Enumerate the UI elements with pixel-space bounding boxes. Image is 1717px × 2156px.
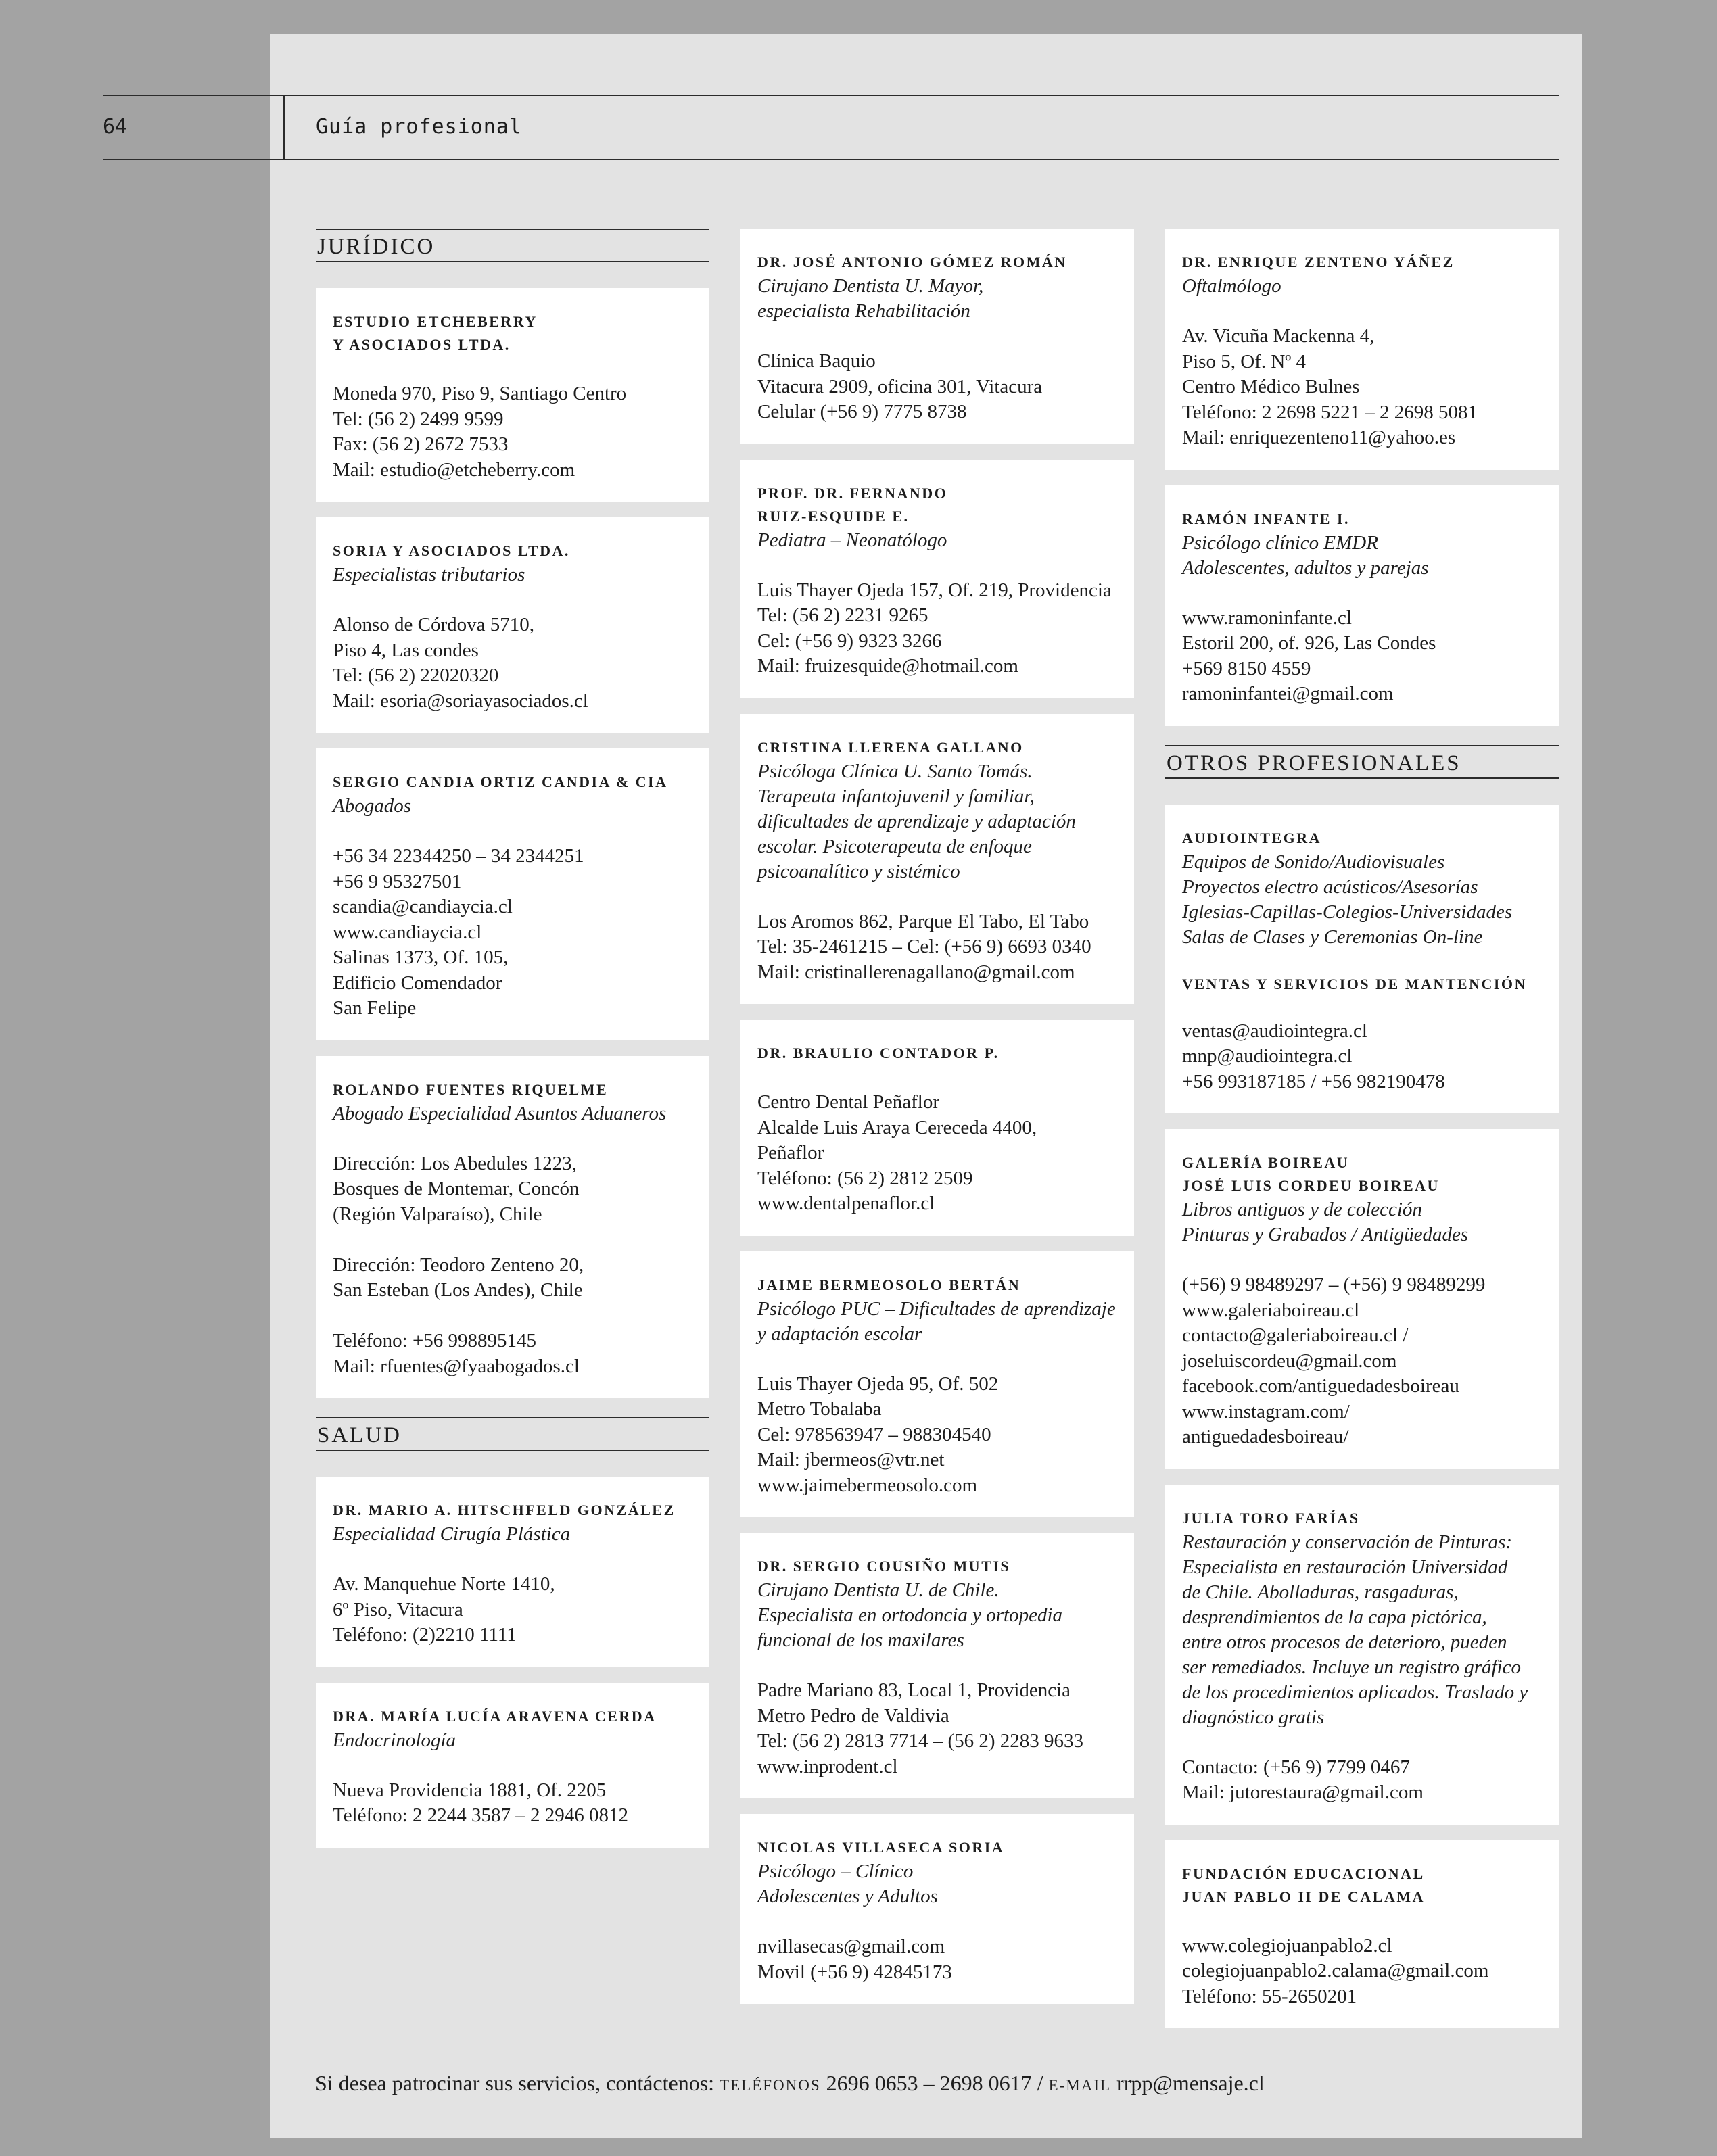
listing-card <box>740 1814 1134 2004</box>
listing-name: DR. SERGIO COUSIÑO MUTIS <box>757 1558 1011 1575</box>
listing-card <box>1165 1840 1559 2029</box>
listing-role: Abogado Especialidad Asuntos Aduaneros <box>333 1102 667 1124</box>
listing-role: Endocrinología <box>333 1729 456 1751</box>
listing-card <box>316 1477 709 1667</box>
listing-contact: Centro Dental Peñaflor Alcalde Luis Araya Cereceda 4400, Peñaflor Teléfono: (56 2) 2812 2509 www.dentalpenaflor.cl <box>757 1091 1037 1214</box>
listing-card <box>316 288 709 502</box>
listing-contact: www.colegiojuanpablo2.cl colegiojuanpablo2.calama@gmail.com Teléfono: 55-2650201 <box>1182 1934 1489 2007</box>
listing-role: Restauración y conservación de Pinturas: Especialista en restauración Universidad de Chile. Abolladuras, rasgaduras, desprendimientos de la capa pictórica, entre otros procesos de deterioro, pueden ser remediados. Incluye un registro gráfico de los procedimientos aplicados. Traslado y diagnóstico gratis <box>1182 1531 1528 1728</box>
column-3 <box>1165 229 1559 2044</box>
listing-subheading: VENTAS Y SERVICIOS DE MANTENCIÓN <box>1182 975 1527 992</box>
listing-name: DR. ENRIQUE ZENTENO YÁÑEZ <box>1182 254 1455 270</box>
listing-contact: Padre Mariano 83, Local 1, Providencia Metro Pedro de Valdivia Tel: (56 2) 2813 7714 – (56 2) 2283 9633 www.inprodent.cl <box>757 1679 1084 1777</box>
listing-name: NICOLAS VILLASECA SORIA <box>757 1839 1005 1856</box>
listing-card <box>1165 485 1559 726</box>
listing-contact: Av. Manquehue Norte 1410, 6º Piso, Vitacura Teléfono: (2)2210 1111 <box>333 1573 555 1646</box>
listing-contact: Av. Vicuña Mackenna 4, Piso 5, Of. Nº 4 Centro Médico Bulnes Teléfono: 2 2698 5221 – 2 2698 5081 Mail: enriquezenteno11@yahoo.es <box>1182 325 1478 448</box>
listing-card <box>316 1683 709 1848</box>
listing-role: Abogados <box>333 795 411 817</box>
running-title: Guía profesional <box>316 115 522 139</box>
listing-contact: +56 34 22344250 – 34 2344251 +56 9 95327501 scandia@candiaycia.cl www.candiaycia.cl Salinas 1373, Of. 105, Edificio Comendador San Felipe <box>333 845 584 1019</box>
listing-card <box>316 748 709 1040</box>
listing-name: DRA. MARÍA LUCÍA ARAVENA CERDA <box>333 1707 657 1725</box>
listing-role: Pediatra – Neonatólogo <box>757 529 947 551</box>
footer-phones: 2696 0653 – 2698 0617 / <box>820 2071 1049 2095</box>
footer-email-label: E-MAIL <box>1048 2077 1112 2094</box>
listing-contact: ventas@audiointegra.cl mnp@audiointegra.cl +56 993187185 / +56 982190478 <box>1182 1020 1445 1093</box>
listing-card <box>1165 1129 1559 1469</box>
listing-name: ROLANDO FUENTES RIQUELME <box>333 1080 609 1098</box>
listing-name: JULIA TORO FARÍAS <box>1182 1509 1360 1527</box>
listing-role: Psicólogo PUC – Dificultades de aprendizaje y adaptación escolar <box>757 1297 1116 1345</box>
listing-card <box>740 1251 1134 1518</box>
listing-role: Cirujano Dentista U. de Chile. Especialista en ortodoncia y ortopedia funcional de los maxilares <box>757 1579 1063 1651</box>
listing-name: CRISTINA LLERENA GALLANO <box>757 738 1024 756</box>
listing-contact: www.ramoninfante.cl Estoril 200, of. 926, Las Condes +569 8150 4559 ramoninfantei@gmail.com <box>1182 606 1436 704</box>
listing-contact: Los Aromos 862, Parque El Tabo, El Tabo Tel: 35-2461215 – Cel: (+56 9) 6693 0340 Mail: cristinallerenagallano@gmail.com <box>757 910 1091 983</box>
listing-card <box>316 1056 709 1399</box>
listing-name: PROF. DR. FERNANDO RUIZ-ESQUIDE E. <box>757 484 948 525</box>
listing-role: Cirujano Dentista U. Mayor, especialista Rehabilitación <box>757 275 984 322</box>
listing-card <box>1165 805 1559 1114</box>
listing-role: Equipos de Sonido/Audiovisuales Proyectos electro acústicos/Asesorías Iglesias-Capillas-Colegios-Universidades Salas de Clases y Ceremonias On-line <box>1182 851 1513 948</box>
listing-name: RAMÓN INFANTE I. <box>1182 510 1350 527</box>
listing-name: SERGIO CANDIA ORTIZ CANDIA & CIA <box>333 773 668 790</box>
listing-card <box>1165 229 1559 470</box>
header-top-rule <box>103 95 1559 96</box>
listing-name: ESTUDIO ETCHEBERRY Y ASOCIADOS LTDA. <box>333 313 538 353</box>
section-title-juridico: JURÍDICO <box>316 229 709 262</box>
listing-contact: Luis Thayer Ojeda 95, Of. 502 Metro Tobalaba Cel: 978563947 – 988304540 Mail: jbermeos@vtr.net www.jaimebermeosolo.com <box>757 1372 999 1496</box>
listing-name: AUDIOINTEGRA <box>1182 829 1322 846</box>
listing-card <box>740 229 1134 444</box>
listing-card <box>740 1533 1134 1798</box>
page-number: 64 <box>103 115 128 139</box>
listing-name: JAIME BERMEOSOLO BERTÁN <box>757 1276 1021 1293</box>
listing-role: Especialistas tributarios <box>333 564 525 585</box>
listing-card <box>1165 1485 1559 1825</box>
column-2 <box>740 229 1134 2019</box>
header-bottom-rule <box>103 159 1559 160</box>
listing-card <box>740 714 1134 1005</box>
column-1 <box>316 229 709 1863</box>
listing-role: Psicólogo – Clínico Adolescentes y Adultos <box>757 1861 938 1907</box>
listing-card <box>740 460 1134 698</box>
listing-contact: Moneda 970, Piso 9, Santiago Centro Tel: (56 2) 2499 9599 Fax: (56 2) 2672 7533 Mail: estudio@etcheberry.com <box>333 383 627 481</box>
listing-role: Psicólogo clínico EMDR Adolescentes, adultos y parejas <box>1182 531 1429 579</box>
listing-role: Libros antiguos y de colección Pinturas y Grabados / Antigüedades <box>1182 1199 1469 1245</box>
section-title-salud: SALUD <box>316 1417 709 1451</box>
listing-contact: Contacto: (+56 9) 7799 0467 Mail: jutorestaura@gmail.com <box>1182 1756 1424 1803</box>
footer-lead: Si desea patrocinar sus servicios, contáctenos: <box>315 2071 720 2095</box>
listing-contact: Alonso de Córdova 5710, Piso 4, Las condes Tel: (56 2) 22020320 Mail: esoria@soriayasociados.cl <box>333 614 588 712</box>
listing-contact: Nueva Providencia 1881, Of. 2205 Teléfono: 2 2244 3587 – 2 2946 0812 <box>333 1779 628 1826</box>
listing-card <box>316 517 709 733</box>
listing-contact: Luis Thayer Ojeda 157, Of. 219, Providencia Tel: (56 2) 2231 9265 Cel: (+56 9) 9323 3266 Mail: fruizesquide@hotmail.com <box>757 579 1112 677</box>
listing-name: DR. JOSÉ ANTONIO GÓMEZ ROMÁN <box>757 254 1067 270</box>
listing-contact: nvillasecas@gmail.com Movil (+56 9) 42845173 <box>757 1936 952 1983</box>
listing-role: Especialidad Cirugía Plástica <box>333 1523 571 1545</box>
listing-name: DR. MARIO A. HITSCHFELD GONZÁLEZ <box>333 1502 676 1518</box>
header-divider <box>283 95 285 160</box>
footer-email: rrpp@mensaje.cl <box>1111 2071 1265 2095</box>
listing-name: FUNDACIÓN EDUCACIONAL JUAN PABLO II DE CALAMA <box>1182 1865 1425 1905</box>
listing-contact: Clínica Baquio Vitacura 2909, oficina 301, Vitacura Celular (+56 9) 7775 8738 <box>757 350 1043 423</box>
footer-phones-label: TELÉFONOS <box>720 2077 821 2094</box>
listing-card <box>740 1020 1134 1236</box>
section-title-otros-profesionales: OTROS PROFESIONALES <box>1165 745 1559 779</box>
listing-name: DR. BRAULIO CONTADOR P. <box>757 1045 999 1061</box>
listing-role: Psicóloga Clínica U. Santo Tomás. Terapeuta infantojuvenil y familiar, dificultades de aprendizaje y adaptación escolar. Psicoterapeuta de enfoque psicoanalítico y sistémico <box>757 760 1076 882</box>
listing-role: Oftalmólogo <box>1182 275 1281 297</box>
listing-name: SORIA Y ASOCIADOS LTDA. <box>333 542 570 559</box>
listing-name: GALERÍA BOIREAU JOSÉ LUIS CORDEU BOIREAU <box>1182 1154 1440 1194</box>
sponsor-footer <box>315 2071 1265 2096</box>
listing-contact: (+56) 9 98489297 – (+56) 9 98489299 www.galeriaboireau.cl contacto@galeriaboireau.cl / joseluiscordeu@gmail.com facebook.com/antiguedadesboireau www.instagram.com/ antiguedadesboireau/ <box>1182 1274 1486 1447</box>
listing-contact: Dirección: Los Abedules 1223, Bosques de Montemar, Concón (Región Valparaíso), Chile Dirección: Teodoro Zenteno 20, San Esteban (Los Andes), Chile Teléfono: +56 998895145 Mail: rfuentes@fyaabogados.cl <box>333 1152 584 1377</box>
